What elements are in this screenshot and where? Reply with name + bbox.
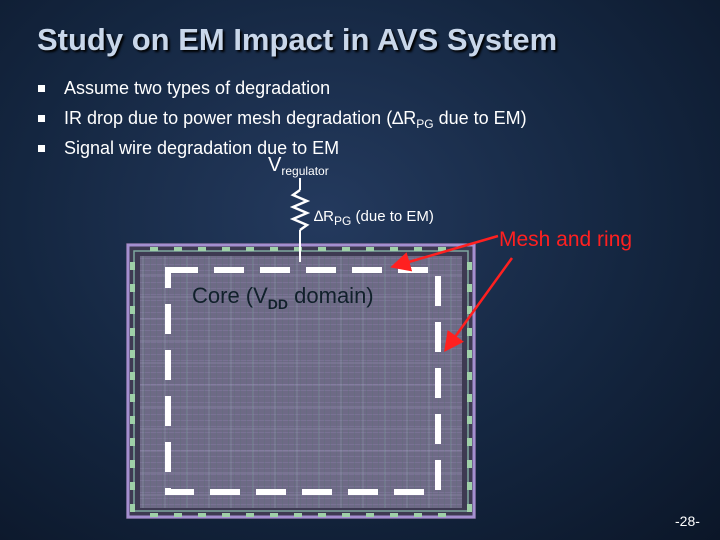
- io-pad: [130, 482, 135, 490]
- drpg-subscript: PG: [334, 214, 352, 228]
- core-subscript: DD: [267, 296, 289, 312]
- io-pad: [390, 513, 398, 517]
- io-pad: [174, 247, 182, 251]
- io-pad: [294, 513, 302, 517]
- io-pad: [390, 247, 398, 251]
- io-pad: [467, 504, 472, 512]
- vreg-subscript: regulator: [281, 164, 329, 178]
- core-main: Core (V: [192, 283, 268, 308]
- bullet-text: Assume two types of degradation: [64, 78, 331, 98]
- io-pad: [467, 284, 472, 292]
- bullet-subscript: PG: [416, 117, 434, 131]
- io-pad: [130, 504, 135, 512]
- bullet-text: IR drop due to power mesh degradation (∆R: [64, 108, 417, 128]
- page-number: -28-: [675, 513, 700, 529]
- io-pad: [174, 513, 182, 517]
- io-pad: [222, 513, 230, 517]
- io-pad: [222, 247, 230, 251]
- io-pad: [246, 247, 254, 251]
- io-pad: [366, 513, 374, 517]
- io-pad: [467, 394, 472, 402]
- vregulator-label: [268, 154, 329, 177]
- io-pad: [467, 372, 472, 380]
- io-pad: [130, 306, 135, 314]
- io-pad: [130, 328, 135, 336]
- io-pad: [130, 372, 135, 380]
- io-pad: [342, 247, 350, 251]
- io-pad: [130, 262, 135, 270]
- io-pad: [270, 247, 278, 251]
- bullet-text-tail: due to EM): [433, 108, 527, 128]
- io-pad: [467, 262, 472, 270]
- io-pad: [130, 284, 135, 292]
- delta-rpg-label: [314, 208, 434, 228]
- io-pad: [342, 513, 350, 517]
- io-pad: [270, 513, 278, 517]
- slide-title: Study on EM Impact in AVS System: [37, 22, 558, 57]
- core-tail: domain): [288, 283, 374, 308]
- io-pad: [467, 460, 472, 468]
- io-pad: [366, 247, 374, 251]
- drpg-main: ∆R: [314, 208, 335, 225]
- io-pad: [414, 247, 422, 251]
- io-pad: [130, 438, 135, 446]
- io-pad: [438, 513, 446, 517]
- io-pad: [150, 247, 158, 251]
- io-pad: [150, 513, 158, 517]
- io-pad: [414, 513, 422, 517]
- core-domain-label: [192, 283, 374, 312]
- io-pad: [130, 394, 135, 402]
- io-pad: [467, 438, 472, 446]
- vreg-main: V: [268, 154, 282, 176]
- io-pad: [318, 247, 326, 251]
- bullet-text: Signal wire degradation due to EM: [64, 138, 340, 158]
- io-pad: [130, 350, 135, 358]
- io-pad: [130, 416, 135, 424]
- io-pad: [467, 416, 472, 424]
- io-pad: [467, 350, 472, 358]
- resistor-icon: [293, 190, 307, 230]
- io-pad: [467, 328, 472, 336]
- io-pad: [130, 460, 135, 468]
- mesh-and-ring-label: Mesh and ring: [499, 228, 633, 251]
- io-pad: [467, 482, 472, 490]
- io-pad: [246, 513, 254, 517]
- io-pad: [198, 247, 206, 251]
- drpg-tail: (due to EM): [351, 208, 434, 225]
- io-pad: [318, 513, 326, 517]
- io-pad: [198, 513, 206, 517]
